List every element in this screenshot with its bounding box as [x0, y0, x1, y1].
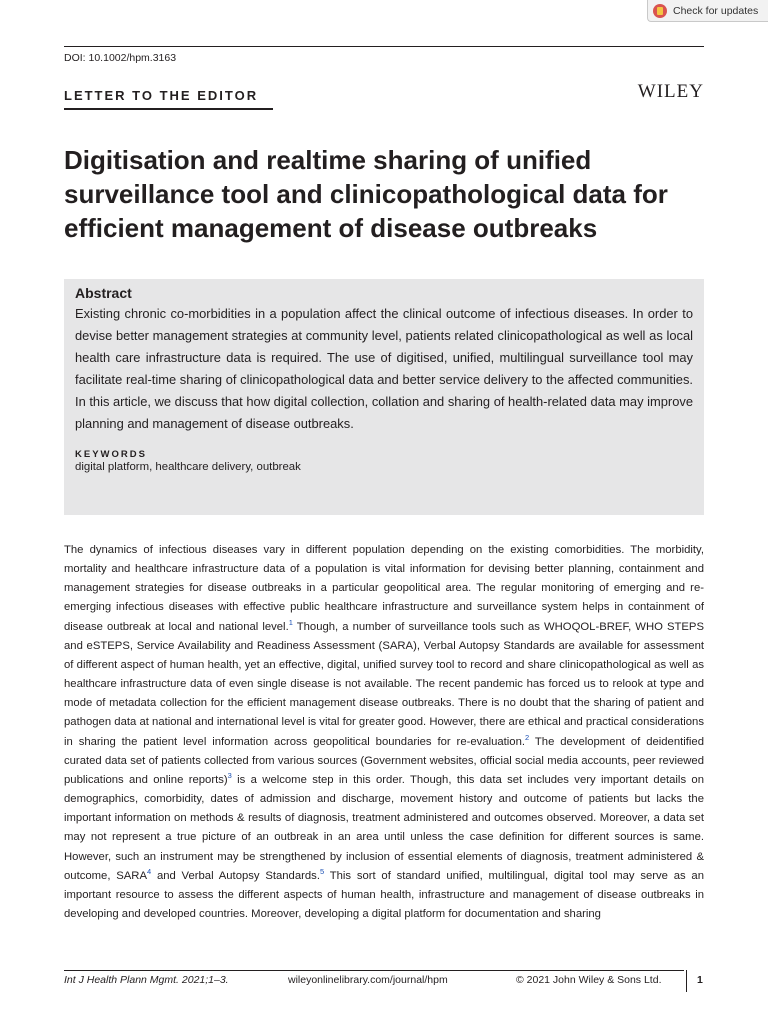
publisher-logo: WILEY — [637, 81, 704, 102]
reference-link-2[interactable]: 2 — [525, 732, 530, 742]
article-type-underline — [64, 108, 273, 110]
abstract-box — [64, 279, 704, 515]
body-text-6: This sort of standard unified, multilingual, digital tool may serve as an important resource to assess the different aspects of human health, infrastructure and management of disease outbreaks in developing and developed countries. Moreover, developing a digital platform for documentation and sharing — [64, 869, 704, 920]
body-paragraph — [64, 541, 704, 924]
keywords-heading: KEYWORDS — [75, 449, 147, 460]
article-title: Digitisation and realtime sharing of unified surveillance tool and clinicopathological data for efficient management of disease outbreaks — [64, 145, 668, 243]
reference-link-5[interactable]: 5 — [319, 866, 325, 876]
footer-divider — [686, 970, 687, 992]
article-type: LETTER TO THE EDITOR — [64, 88, 259, 103]
footer-rule — [64, 970, 684, 971]
reference-link-3[interactable]: 3 — [227, 771, 232, 781]
header-rule — [64, 46, 704, 47]
footer-journal: Int J Health Plann Mgmt. 2021;1–3. — [64, 974, 229, 986]
abstract-heading: Abstract — [75, 285, 132, 301]
footer-copyright: © 2021 John Wiley & Sons Ltd. — [516, 974, 662, 986]
body-text-1: The dynamics of infectious diseases vary in different population depending on the existing comorbidities. The morbidity, mortality and healthcare infrastructure data of a population is vital information for devising better planning, containment and management strategies for disease outbreaks in a particular geopolitical area. The regular monitoring of emerging and re-emerging infectious diseases with effective public healthcare infrastructure and surveillance system helps in containment of disease outbreak at local and national level. — [64, 544, 704, 633]
check-for-updates-label: Check for updates — [673, 4, 759, 17]
check-for-updates-button[interactable] — [647, 0, 768, 22]
body-text-3: The development of deidentified curated data set of patients collected from various sources (Government websites, official social media accounts, peer reviewed publications and online reports) — [64, 735, 704, 786]
abstract-text: Existing chronic co-morbidities in a population affect the clinical outcome of infectious diseases. In order to devise better management strategies at community level, patients related clinicopathological as well as local health care infrastructure data is required. The use of digitised, unified, multilingual surveillance tool may facilitate real-time sharing of clinicopathological data and better service delivery to the affected communities. In this article, we discuss that how digital collection, collation and sharing of health-related data may improve planning and management of disease outbreaks. — [75, 306, 693, 431]
keywords-text: digital platform, healthcare delivery, outbreak — [75, 461, 301, 473]
body-text-2: Though, a number of surveillance tools such as WHOQOL-BREF, WHO STEPS and eSTEPS, Service Availability and Readiness Assessment (SARA), Verbal Autopsy Standards are available for assessment of different aspect of human health, yet an effective, digital, unified survey tool to record and share clinicopathological as well as healthcare infrastructure data of even single disease is not available. The recent pandemic has forced us to relook at type and mode of metadata collection for the efficient management disease outbreaks. There is no doubt that the sharing of patient and pathogen data at national and international level is vital for greater good. However, there are ethical and practical considerations in sharing the patient level information across geopolitical boundaries for re-evaluation. — [64, 620, 704, 748]
page-number: 1 — [697, 974, 703, 986]
body-text-4: is a welcome step in this order. Though, this data set includes very important details on demographics, comorbidity, dates of admission and discharge, movement history and outcome of patients but lacks the important information on methods & results of diagnosis, treatment administered and outcomes observed. Moreover, a data set may not represent a true picture of an outbreak in an area until unless the case definition for different sources is same. However, such an instrument may be strengthened by inclusion of essential elements of diagnosis, treatment administered & outcome, SARA — [64, 773, 705, 882]
doi: DOI: 10.1002/hpm.3163 — [64, 52, 177, 64]
check-updates-icon — [653, 4, 667, 18]
reference-link-1[interactable]: 1 — [288, 617, 293, 627]
body-text-5: and Verbal Autopsy Standards. — [151, 869, 320, 882]
footer-url[interactable]: wileyonlinelibrary.com/journal/hpm — [288, 974, 448, 986]
reference-link-4[interactable]: 4 — [147, 866, 152, 876]
